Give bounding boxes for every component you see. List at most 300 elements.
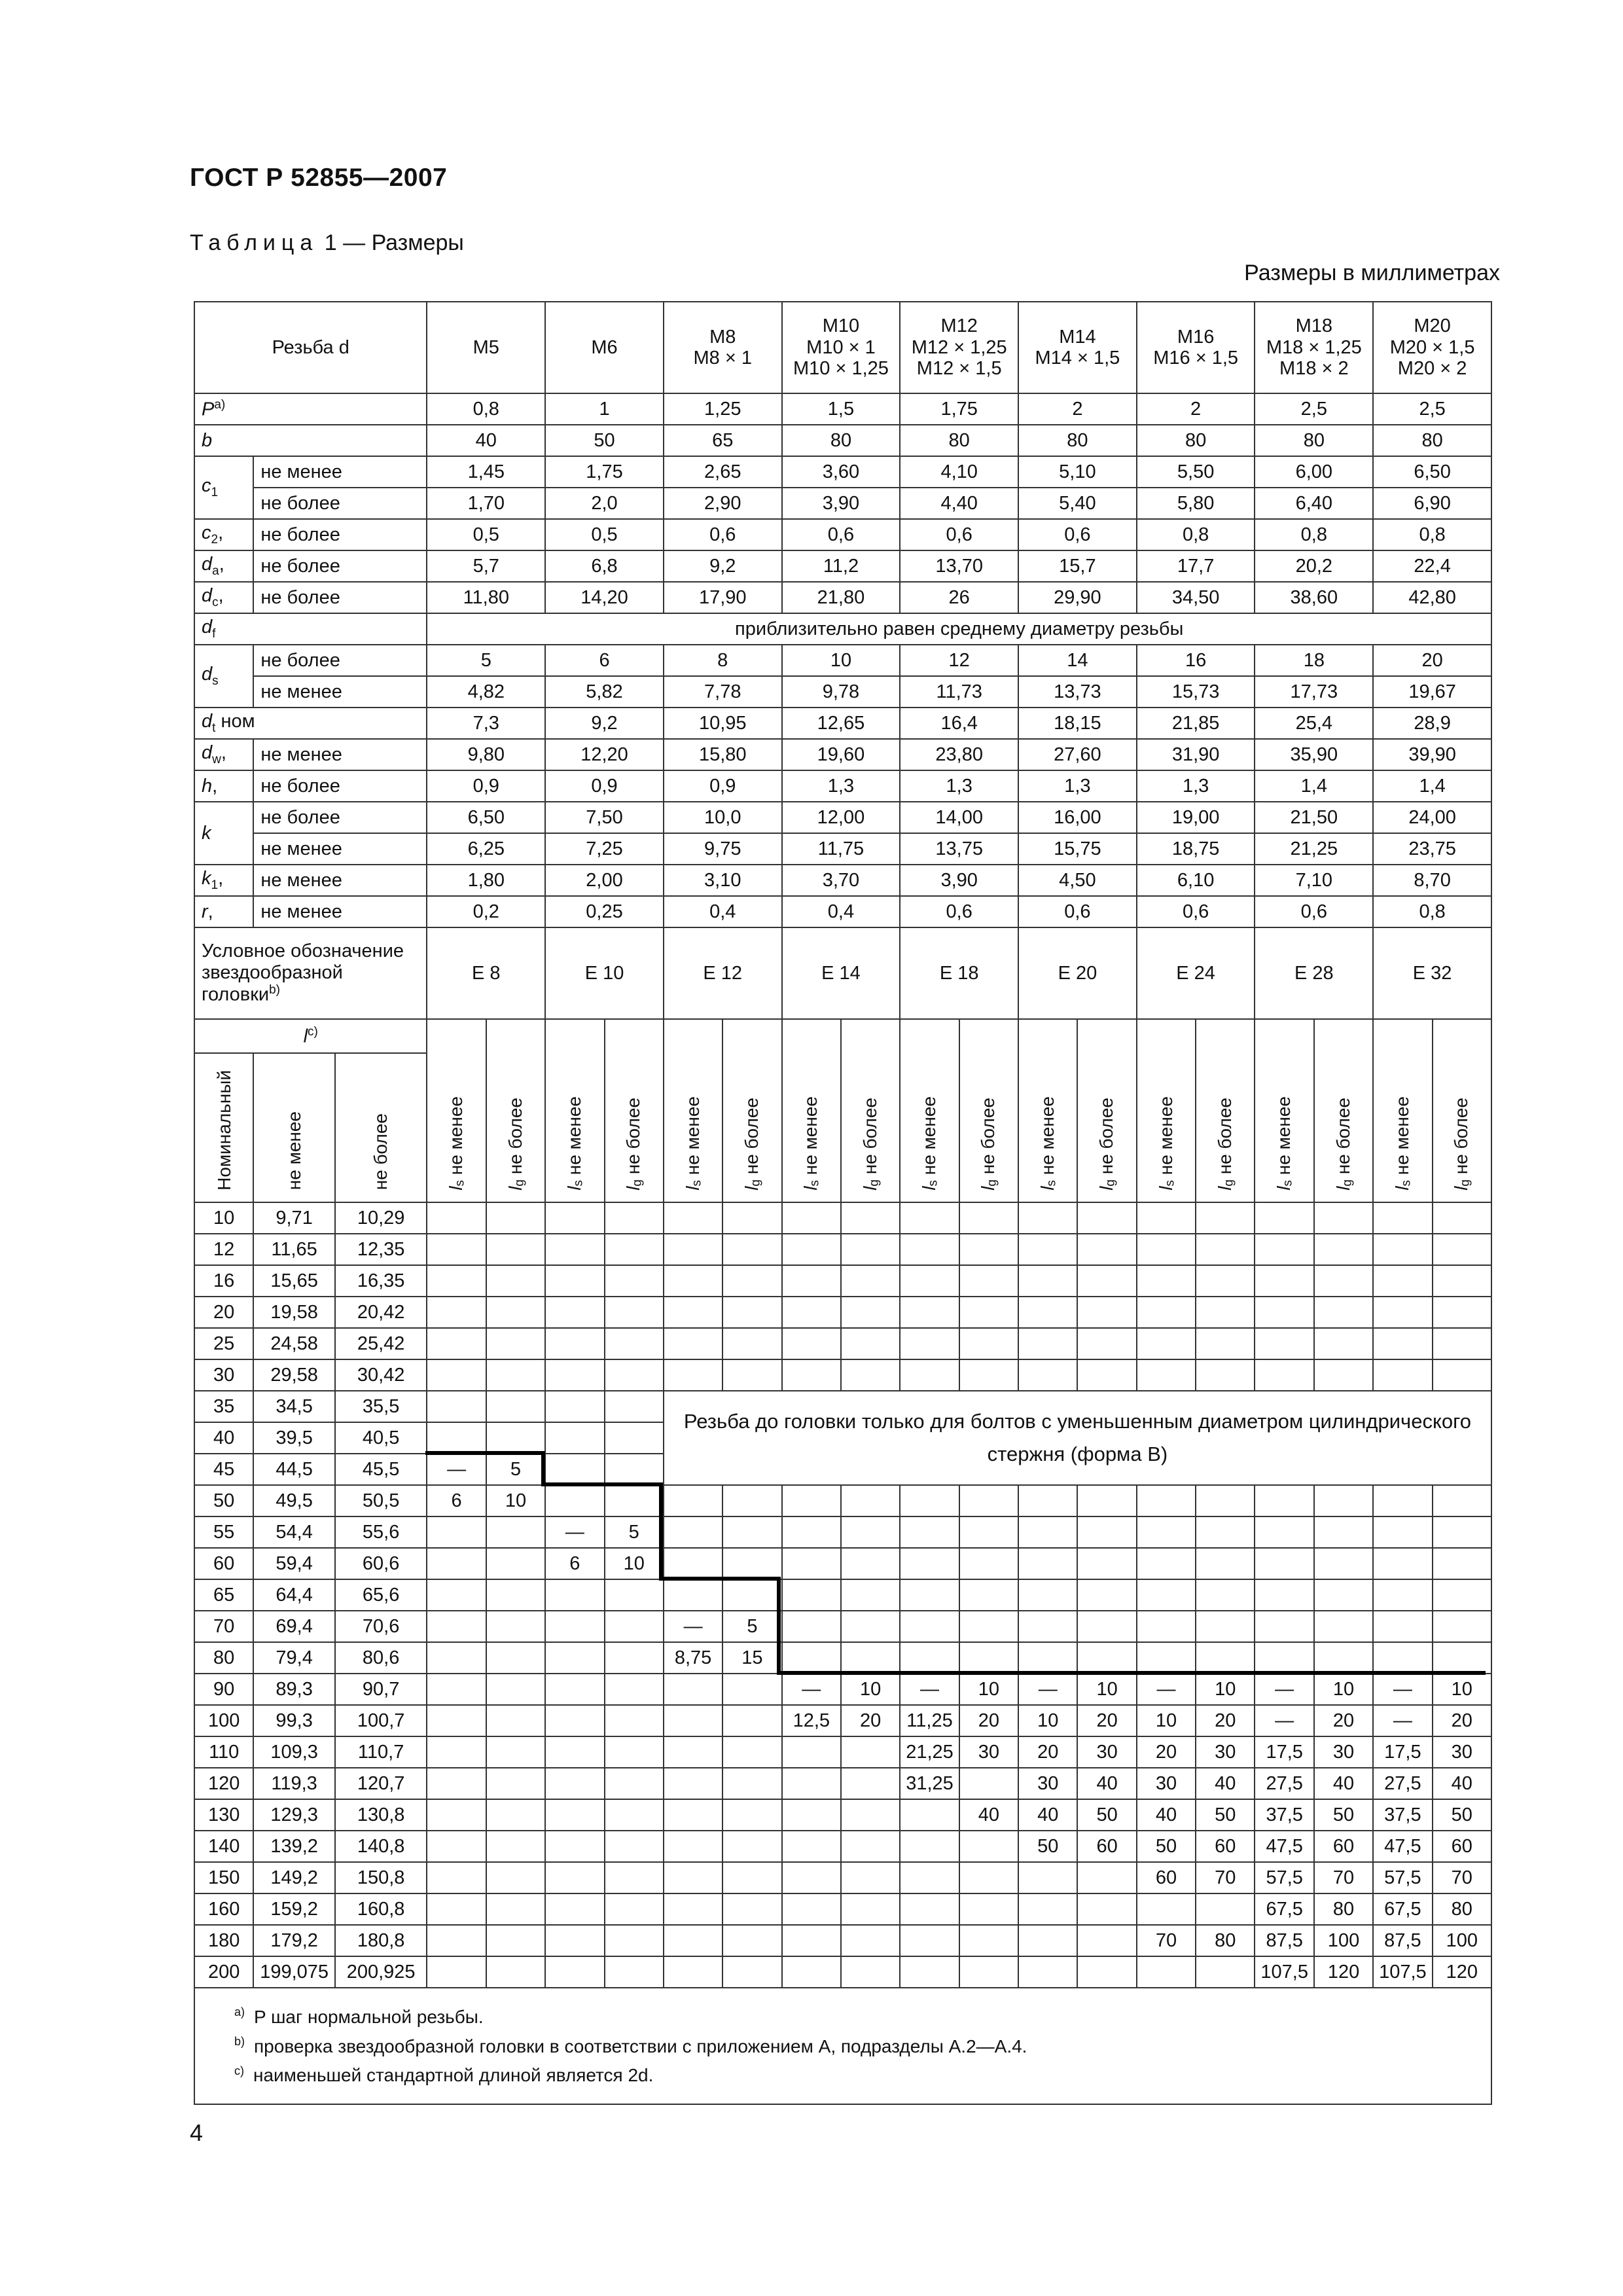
length-cell <box>841 1956 900 1988</box>
threshold-line <box>425 1451 543 1455</box>
length-cell: 20 <box>1433 1705 1491 1736</box>
length-cell <box>1373 1548 1432 1579</box>
length-min: 49,5 <box>253 1485 335 1516</box>
thread-size-5: M14 M14 × 1,5 <box>1018 302 1137 393</box>
length-nominal: 120 <box>194 1768 253 1799</box>
length-cell <box>722 1925 781 1956</box>
length-cell <box>959 1925 1018 1956</box>
length-nominal: 110 <box>194 1736 253 1768</box>
length-cell <box>1137 1234 1196 1265</box>
length-nominal: 70 <box>194 1611 253 1642</box>
length-cell: 21,25 <box>900 1736 959 1768</box>
value-c1-min-6: 5,50 <box>1137 456 1255 488</box>
table-row <box>194 1019 1491 1053</box>
length-cell <box>722 1359 781 1391</box>
length-cell <box>1137 1359 1196 1391</box>
length-cell <box>545 1736 604 1768</box>
length-cell <box>1373 1234 1432 1265</box>
length-cell <box>1196 1359 1255 1391</box>
length-cell <box>545 1956 604 1988</box>
param-qualifier-c1: не менее <box>253 456 427 488</box>
length-cell <box>1373 1485 1432 1516</box>
table-row <box>194 1831 1491 1862</box>
param-p: $P^{a)}$ <box>194 393 427 425</box>
length-cell <box>486 1768 545 1799</box>
value-k-min-0: 6,25 <box>427 833 545 865</box>
length-cell <box>959 1202 1018 1234</box>
table-row <box>194 582 1491 613</box>
length-cell: 10 <box>959 1674 1018 1705</box>
length-max: 80,6 <box>335 1642 427 1674</box>
length-cell <box>722 1956 781 1988</box>
length-cell <box>605 1234 664 1265</box>
length-max: 40,5 <box>335 1422 427 1454</box>
length-max: 16,35 <box>335 1265 427 1297</box>
length-cell <box>1255 1265 1313 1297</box>
length-cell <box>841 1297 900 1328</box>
value-ds-max-8: 20 <box>1373 645 1491 676</box>
value-p-7: 2,5 <box>1255 393 1373 425</box>
param-qualifier-k1: не менее <box>253 865 427 896</box>
value-c1-min-1: 1,75 <box>545 456 664 488</box>
length-cell <box>1314 1548 1373 1579</box>
value-h-1: 0,9 <box>545 770 664 802</box>
length-cell: 30 <box>959 1736 1018 1768</box>
length-cell: — <box>545 1516 604 1548</box>
param-k: k <box>194 802 253 865</box>
length-cell <box>1255 1642 1313 1674</box>
value-c1-max-8: 6,90 <box>1373 488 1491 519</box>
value-dc-4: 26 <box>900 582 1018 613</box>
value-k-max-3: 12,00 <box>782 802 901 833</box>
value-dc-2: 17,90 <box>664 582 782 613</box>
value-c1-max-4: 4,40 <box>900 488 1018 519</box>
length-cell <box>1196 1202 1255 1234</box>
length-cell <box>486 1925 545 1956</box>
length-cell <box>486 1422 545 1454</box>
thread-header: Резьба d <box>194 302 427 393</box>
thread-size-6: M16 M16 × 1,5 <box>1137 302 1255 393</box>
length-cell <box>1018 1485 1077 1516</box>
length-max: 25,42 <box>335 1328 427 1359</box>
length-cell <box>841 1359 900 1391</box>
length-cell <box>1018 1516 1077 1548</box>
length-min: 34,5 <box>253 1391 335 1422</box>
length-cell <box>841 1736 900 1768</box>
length-cell: 50 <box>1018 1831 1077 1862</box>
table-row <box>194 1265 1491 1297</box>
length-cell <box>900 1642 959 1674</box>
caption-prefix: Таблица <box>190 230 319 255</box>
length-cell <box>664 1862 722 1893</box>
length-cell <box>427 1548 486 1579</box>
length-cell <box>1077 1328 1136 1359</box>
length-cell <box>486 1328 545 1359</box>
value-k-min-5: 15,75 <box>1018 833 1137 865</box>
length-cell <box>1373 1516 1432 1548</box>
value-star-5: E 20 <box>1018 927 1137 1019</box>
length-cell <box>545 1862 604 1893</box>
length-cell <box>782 1956 841 1988</box>
length-nominal: 12 <box>194 1234 253 1265</box>
length-cell <box>1314 1642 1373 1674</box>
table-row <box>194 488 1491 519</box>
nominal-header: Номинальный <box>194 1053 253 1202</box>
value-c1-min-3: 3,60 <box>782 456 901 488</box>
ls-header: $l_s$ не менее <box>1255 1019 1313 1202</box>
threshold-line <box>779 1671 1486 1675</box>
length-cell <box>782 1579 841 1611</box>
value-b-0: 40 <box>427 425 545 456</box>
value-dw-0: 9,80 <box>427 739 545 770</box>
length-cell <box>545 1359 604 1391</box>
value-da-8: 22,4 <box>1373 550 1491 582</box>
length-cell <box>427 1642 486 1674</box>
length-cell <box>959 1328 1018 1359</box>
length-cell <box>1196 1234 1255 1265</box>
value-b-7: 80 <box>1255 425 1373 456</box>
value-k1-1: 2,00 <box>545 865 664 896</box>
length-cell <box>841 1768 900 1799</box>
length-cell <box>722 1202 781 1234</box>
table-row <box>194 1328 1491 1359</box>
length-cell <box>1018 1297 1077 1328</box>
length-cell <box>959 1265 1018 1297</box>
length-cell <box>900 1548 959 1579</box>
length-cell <box>1433 1548 1491 1579</box>
length-cell <box>900 1925 959 1956</box>
length-min: 129,3 <box>253 1799 335 1831</box>
length-cell <box>605 1328 664 1359</box>
value-p-3: 1,5 <box>782 393 901 425</box>
length-cell <box>1137 1579 1196 1611</box>
table-row <box>194 1893 1491 1925</box>
length-cell <box>486 1234 545 1265</box>
length-nominal: 140 <box>194 1831 253 1862</box>
length-min: 159,2 <box>253 1893 335 1925</box>
length-cell <box>1314 1328 1373 1359</box>
value-da-3: 11,2 <box>782 550 901 582</box>
length-cell <box>605 1799 664 1831</box>
value-r-6: 0,6 <box>1137 896 1255 927</box>
length-cell <box>1314 1579 1373 1611</box>
length-cell: 70 <box>1314 1862 1373 1893</box>
length-cell: — <box>1373 1705 1432 1736</box>
length-cell <box>959 1548 1018 1579</box>
length-cell: 11,25 <box>900 1705 959 1736</box>
value-k-min-2: 9,75 <box>664 833 782 865</box>
value-dc-3: 21,80 <box>782 582 901 613</box>
length-cell <box>782 1265 841 1297</box>
value-h-7: 1,4 <box>1255 770 1373 802</box>
length-nominal: 45 <box>194 1454 253 1485</box>
table-row <box>194 550 1491 582</box>
value-h-0: 0,9 <box>427 770 545 802</box>
length-cell <box>545 1202 604 1234</box>
table-row <box>194 1956 1491 1988</box>
length-nominal: 30 <box>194 1359 253 1391</box>
value-h-5: 1,3 <box>1018 770 1137 802</box>
length-cell <box>1077 1893 1136 1925</box>
length-min: 15,65 <box>253 1265 335 1297</box>
table-row <box>194 613 1491 645</box>
length-cell <box>1255 1234 1313 1265</box>
value-c1-max-3: 3,90 <box>782 488 901 519</box>
length-cell <box>722 1674 781 1705</box>
length-cell: 5 <box>722 1611 781 1642</box>
length-cell <box>427 1297 486 1328</box>
value-r-3: 0,4 <box>782 896 901 927</box>
value-da-6: 17,7 <box>1137 550 1255 582</box>
length-cell <box>900 1799 959 1831</box>
length-cell <box>722 1579 781 1611</box>
length-cell <box>1137 1893 1196 1925</box>
length-cell <box>1196 1579 1255 1611</box>
length-cell: 47,5 <box>1373 1831 1432 1862</box>
length-cell <box>841 1831 900 1862</box>
length-cell <box>841 1328 900 1359</box>
length-cell <box>1137 1956 1196 1988</box>
length-cell <box>545 1799 604 1831</box>
value-ds-min-0: 4,82 <box>427 676 545 708</box>
table-row <box>194 1297 1491 1328</box>
value-c2-0: 0,5 <box>427 519 545 550</box>
length-cell <box>841 1925 900 1956</box>
value-c1-min-5: 5,10 <box>1018 456 1137 488</box>
value-dw-6: 31,90 <box>1137 739 1255 770</box>
length-cell <box>664 1328 722 1359</box>
length-cell <box>486 1391 545 1422</box>
value-b-3: 80 <box>782 425 901 456</box>
length-max: 60,6 <box>335 1548 427 1579</box>
value-dc-5: 29,90 <box>1018 582 1137 613</box>
length-cell <box>664 1799 722 1831</box>
length-cell: 60 <box>1196 1831 1255 1862</box>
length-cell <box>900 1893 959 1925</box>
length-cell: 40 <box>1137 1799 1196 1831</box>
value-ds-max-6: 16 <box>1137 645 1255 676</box>
length-cell <box>486 1516 545 1548</box>
param-qualifier-k: не менее <box>253 833 427 865</box>
value-p-2: 1,25 <box>664 393 782 425</box>
value-p-6: 2 <box>1137 393 1255 425</box>
length-cell <box>664 1768 722 1799</box>
ls-header: $l_s$ не менее <box>1018 1019 1077 1202</box>
param-qualifier-c2: не более <box>253 519 427 550</box>
length-cell <box>545 1579 604 1611</box>
length-cell <box>486 1579 545 1611</box>
table-row <box>194 1705 1491 1736</box>
table-row <box>194 927 1491 1019</box>
ls-header: $l_s$ не менее <box>1137 1019 1196 1202</box>
length-max: 140,8 <box>335 1831 427 1862</box>
value-b-5: 80 <box>1018 425 1137 456</box>
length-cell <box>1255 1516 1313 1548</box>
lg-header: $l_g$ не более <box>722 1019 781 1202</box>
length-cell: 87,5 <box>1373 1925 1432 1956</box>
length-cell <box>486 1611 545 1642</box>
value-b-1: 50 <box>545 425 664 456</box>
length-cell <box>959 1234 1018 1265</box>
length-cell <box>782 1234 841 1265</box>
length-cell: 100 <box>1314 1925 1373 1956</box>
value-k-max-6: 19,00 <box>1137 802 1255 833</box>
length-max: 10,29 <box>335 1202 427 1234</box>
param-qualifier-r: не менее <box>253 896 427 927</box>
length-cell <box>1018 1265 1077 1297</box>
length-cell <box>959 1831 1018 1862</box>
length-cell <box>841 1202 900 1234</box>
value-star-6: E 24 <box>1137 927 1255 1019</box>
thread-size-8: M20 M20 × 1,5 M20 × 2 <box>1373 302 1491 393</box>
length-cell <box>427 1202 486 1234</box>
length-cell <box>900 1516 959 1548</box>
value-p-8: 2,5 <box>1373 393 1491 425</box>
thread-size-0: M5 <box>427 302 545 393</box>
length-cell: 40 <box>1196 1768 1255 1799</box>
length-cell <box>605 1391 664 1422</box>
value-dw-8: 39,90 <box>1373 739 1491 770</box>
length-cell <box>486 1705 545 1736</box>
thread-size-1: M6 <box>545 302 664 393</box>
length-cell <box>605 1736 664 1768</box>
length-max: 30,42 <box>335 1359 427 1391</box>
value-da-7: 20,2 <box>1255 550 1373 582</box>
length-cell <box>722 1768 781 1799</box>
value-k-max-5: 16,00 <box>1018 802 1137 833</box>
table-row <box>194 1391 1491 1422</box>
length-cell: 27,5 <box>1255 1768 1313 1799</box>
lg-header: $l_g$ не более <box>486 1019 545 1202</box>
length-cell <box>959 1768 1018 1799</box>
length-min: 79,4 <box>253 1642 335 1674</box>
param-c2: $c_2$, <box>194 519 253 550</box>
length-cell <box>959 1956 1018 1988</box>
param-qualifier-c1: не более <box>253 488 427 519</box>
table-row <box>194 1768 1491 1799</box>
length-cell <box>486 1674 545 1705</box>
table-row <box>194 1516 1491 1548</box>
length-cell <box>1314 1516 1373 1548</box>
length-cell: 10 <box>841 1674 900 1705</box>
value-ds-max-3: 10 <box>782 645 901 676</box>
value-c1-min-8: 6,50 <box>1373 456 1491 488</box>
length-cell <box>782 1893 841 1925</box>
length-cell: 5 <box>605 1516 664 1548</box>
length-cell <box>664 1234 722 1265</box>
length-cell <box>605 1485 664 1516</box>
value-ds-min-2: 7,78 <box>664 676 782 708</box>
footnote-2 <box>234 2061 1491 2090</box>
length-cell <box>664 1925 722 1956</box>
length-max: 130,8 <box>335 1799 427 1831</box>
length-cell <box>664 1893 722 1925</box>
caption-number: 1 — Размеры <box>324 230 464 255</box>
threshold-line <box>777 1577 781 1675</box>
footnote-mark: c) <box>234 2064 244 2078</box>
length-cell <box>841 1611 900 1642</box>
length-cell <box>605 1265 664 1297</box>
table-row <box>194 393 1491 425</box>
length-cell <box>427 1328 486 1359</box>
table-row <box>194 833 1491 865</box>
length-cell <box>900 1328 959 1359</box>
length-cell <box>782 1548 841 1579</box>
length-cell <box>1018 1202 1077 1234</box>
length-cell <box>1077 1297 1136 1328</box>
length-cell: — <box>782 1674 841 1705</box>
length-cell: 20 <box>1314 1705 1373 1736</box>
value-r-2: 0,4 <box>664 896 782 927</box>
value-c1-max-5: 5,40 <box>1018 488 1137 519</box>
length-cell: — <box>1373 1674 1432 1705</box>
length-cell <box>1255 1297 1313 1328</box>
length-max: 110,7 <box>335 1736 427 1768</box>
length-max: 20,42 <box>335 1297 427 1328</box>
length-max: 35,5 <box>335 1391 427 1422</box>
length-cell <box>605 1579 664 1611</box>
footnote-text: P шаг нормальной резьбы. <box>254 2006 484 2027</box>
value-da-0: 5,7 <box>427 550 545 582</box>
length-cell <box>1373 1611 1432 1642</box>
length-cell <box>782 1799 841 1831</box>
length-cell <box>782 1862 841 1893</box>
length-cell <box>486 1862 545 1893</box>
length-cell: — <box>664 1611 722 1642</box>
length-cell <box>722 1234 781 1265</box>
value-ds-min-4: 11,73 <box>900 676 1018 708</box>
threshold-line <box>661 1577 779 1581</box>
length-max: 55,6 <box>335 1516 427 1548</box>
value-p-4: 1,75 <box>900 393 1018 425</box>
param-k1: $k_1$, <box>194 865 253 896</box>
length-cell <box>959 1893 1018 1925</box>
length-min: 54,4 <box>253 1516 335 1548</box>
length-nominal: 150 <box>194 1862 253 1893</box>
length-cell <box>664 1516 722 1548</box>
value-r-5: 0,6 <box>1018 896 1137 927</box>
value-ds-min-7: 17,73 <box>1255 676 1373 708</box>
value-dc-7: 38,60 <box>1255 582 1373 613</box>
length-min: 139,2 <box>253 1831 335 1862</box>
length-min: 59,4 <box>253 1548 335 1579</box>
length-cell <box>1137 1642 1196 1674</box>
value-ds-max-5: 14 <box>1018 645 1137 676</box>
value-k1-4: 3,90 <box>900 865 1018 896</box>
length-cell: 10 <box>605 1548 664 1579</box>
length-cell: 10 <box>1077 1674 1136 1705</box>
length-cell <box>959 1611 1018 1642</box>
length-cell <box>1077 1359 1136 1391</box>
length-cell <box>605 1202 664 1234</box>
length-cell <box>900 1831 959 1862</box>
param-qualifier-da: не более <box>253 550 427 582</box>
value-ds-max-1: 6 <box>545 645 664 676</box>
length-cell: 30 <box>1433 1736 1491 1768</box>
length-cell <box>545 1674 604 1705</box>
length-cell <box>545 1893 604 1925</box>
value-r-0: 0,2 <box>427 896 545 927</box>
length-cell <box>1314 1234 1373 1265</box>
length-cell: 60 <box>1314 1831 1373 1862</box>
length-cell <box>664 1956 722 1988</box>
value-p-5: 2 <box>1018 393 1137 425</box>
length-cell <box>486 1202 545 1234</box>
length-min: 64,4 <box>253 1579 335 1611</box>
length-cell <box>722 1548 781 1579</box>
units-note: Размеры в миллиметрах <box>1244 260 1500 285</box>
footnotes <box>194 1988 1491 2104</box>
